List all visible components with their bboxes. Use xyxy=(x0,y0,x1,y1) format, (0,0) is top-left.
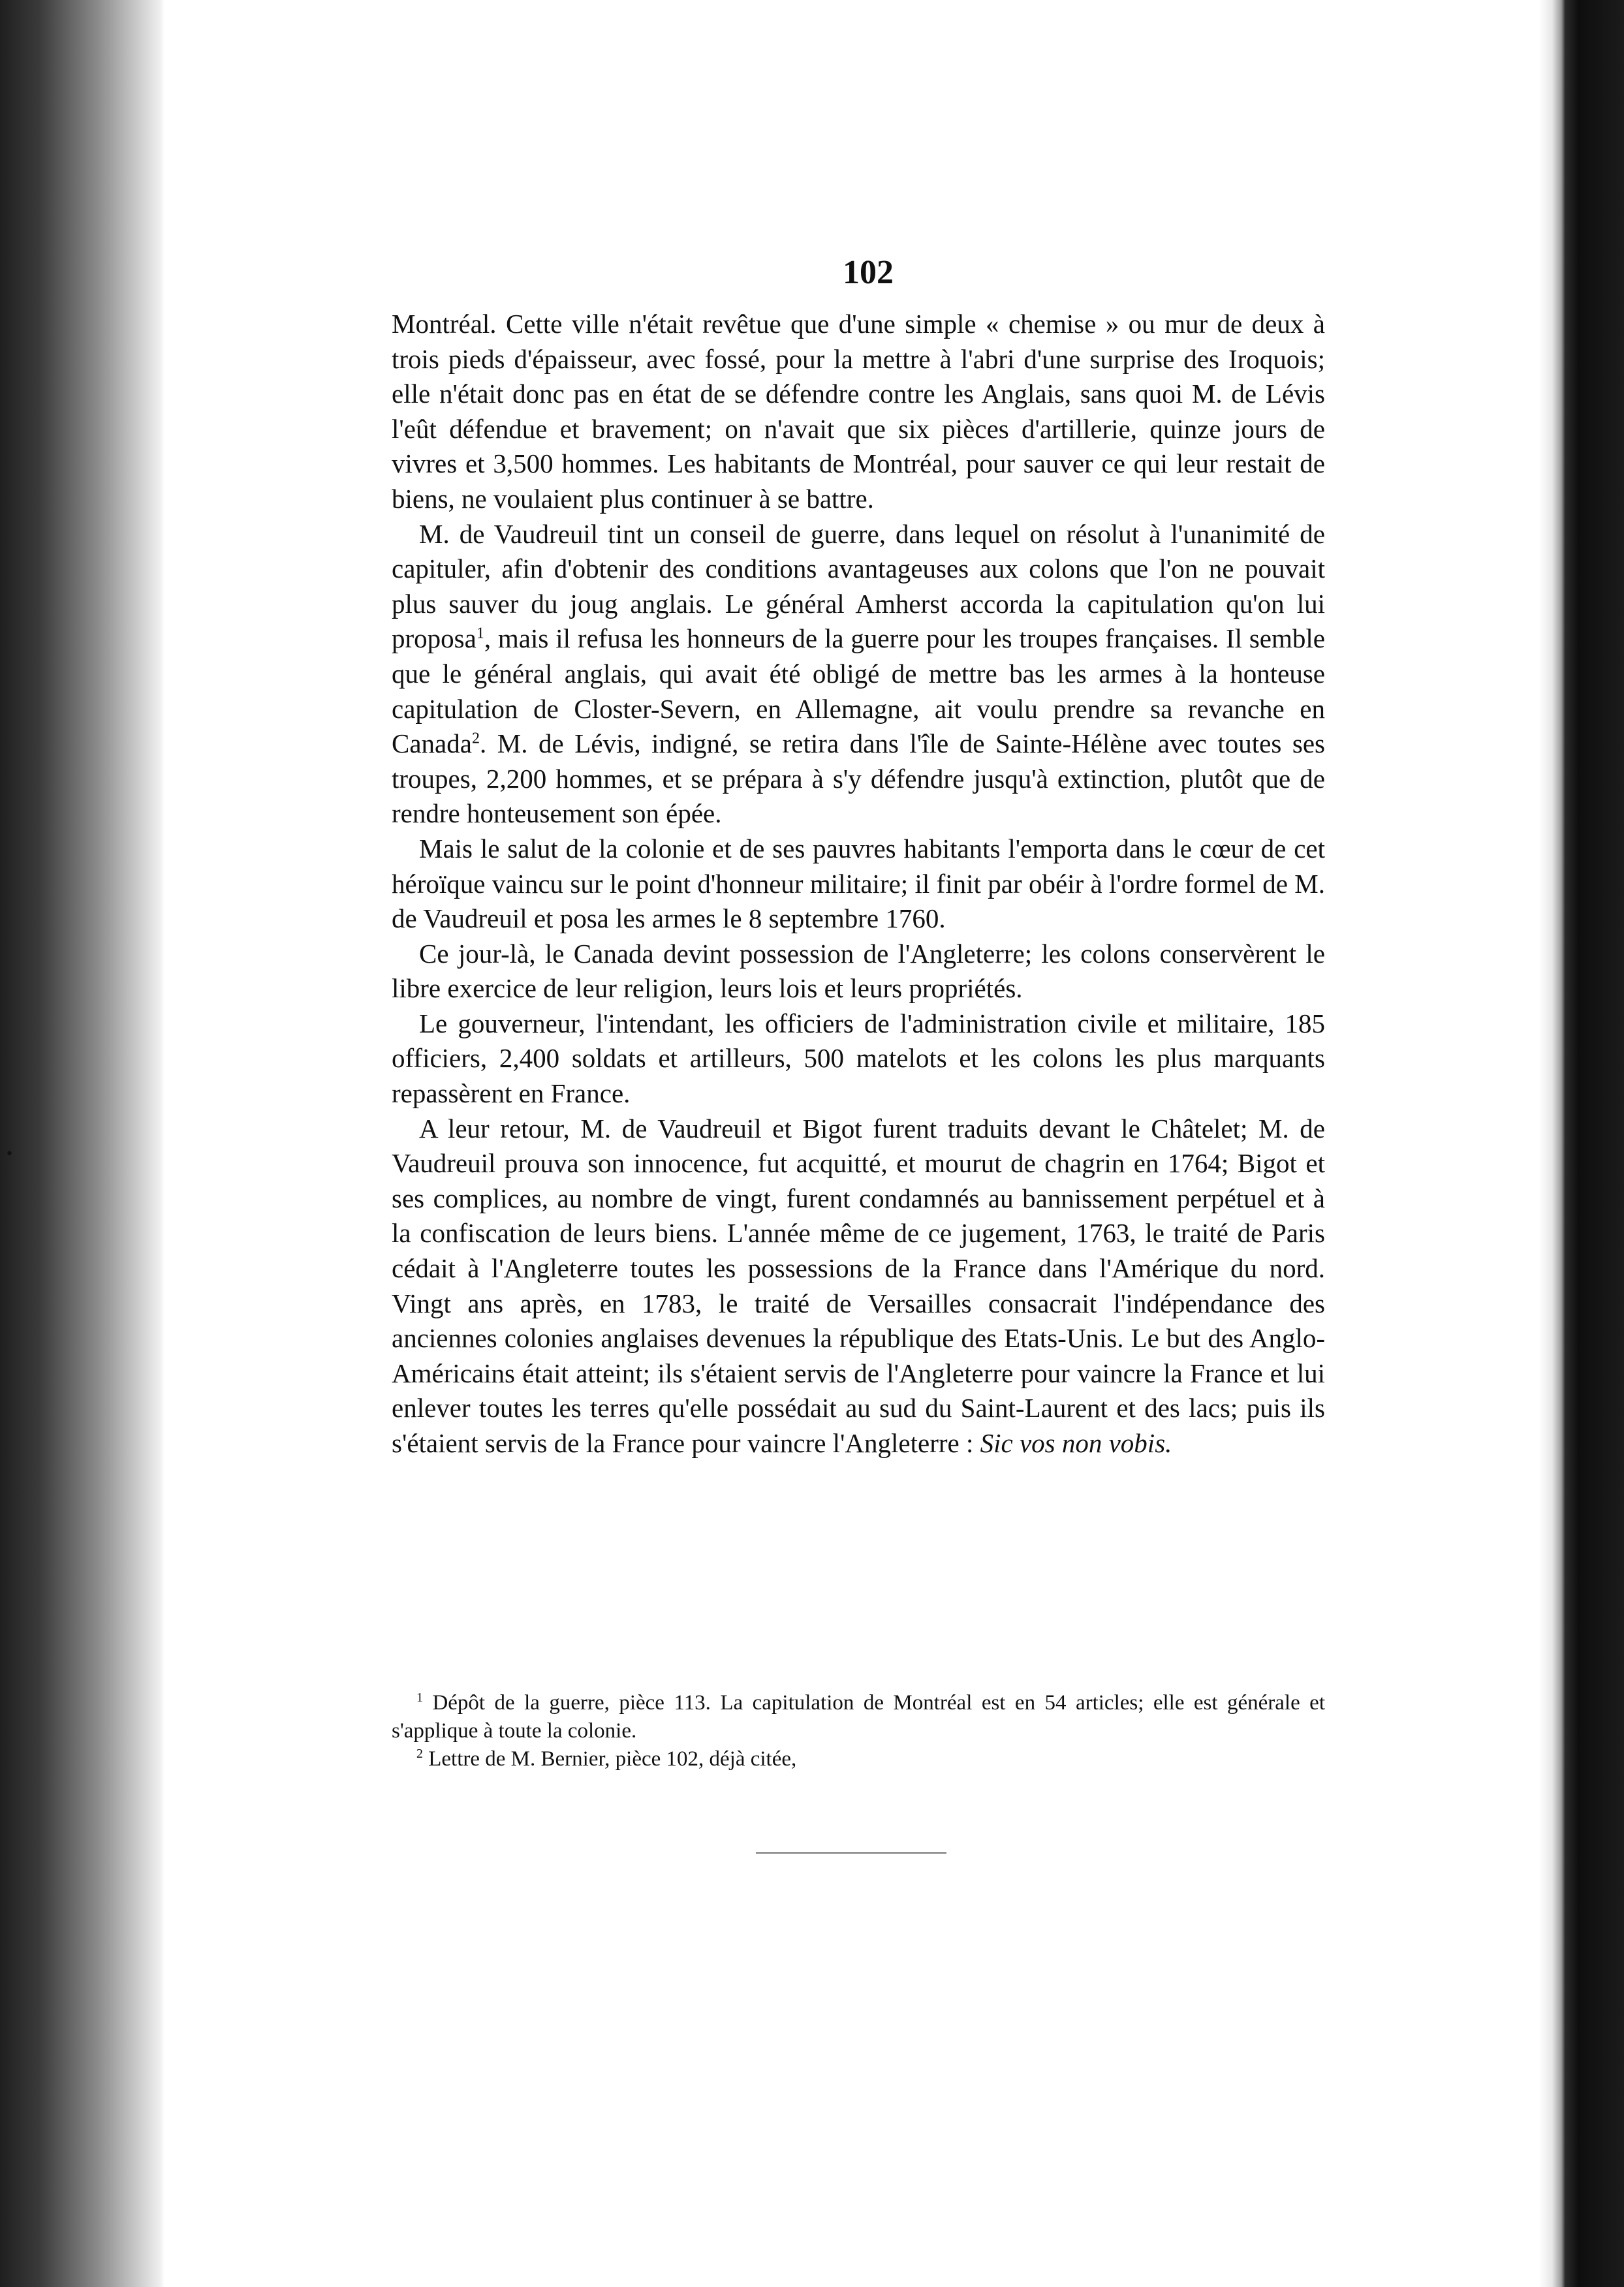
paragraph xyxy=(392,517,1325,832)
paragraph: Mais le salut de la colonie et de ses pauvres habitants l'emporta dans le cœur de cet héroïque vaincu sur le point d'honneur militaire; il finit par obéir à l'ordre formel de M. de Vaudreuil et posa les armes le 8 septembre 1760. xyxy=(392,833,1325,934)
paragraph-text: , mais il refusa les honneurs de la guerre pour les troupes françaises. Il semble que le général anglais, qui avait été obligé de mettre bas les armes à la honteuse capitulation de Closter-Severn, en Allemagne, ait voulu prendre sa revanche en Canada xyxy=(392,623,1325,759)
paragraph: Montréal. Cette ville n'était revêtue que d'une simple « chemise » ou mur de deux à trois pieds d'épaisseur, avec fossé, pour la mettre à l'abri d'une surprise des Iroquois; elle n'était donc pas en état de se défendre contre les Anglais, sans quoi M. de Lévis l'eût défendue et bravement; on n'avait que six pièces d'artillerie, quinze jours de vivres et 3,500 hommes. Les habitants de Montréal, pour sauver ce qui leur restait de biens, ne voulaient plus continuer à se battre. xyxy=(392,309,1325,514)
footnotes xyxy=(392,1689,1325,1773)
page-edge-mark: • xyxy=(5,1146,14,1162)
book-binding-left xyxy=(0,0,164,2287)
paragraph xyxy=(392,1112,1325,1461)
paragraph: Ce jour-là, le Canada devint possession de l'Angleterre; les colons conservèrent le libre exercice de leur religion, leurs lois et leurs propriétés. xyxy=(392,938,1325,1004)
footnote xyxy=(392,1689,1325,1745)
end-rule-divider xyxy=(756,1852,946,1854)
paragraph-text: M. de Vaudreuil tint un conseil de guerre, dans lequel on résolut à l'unanimité de capituler, afin d'obtenir des conditions avantageuses aux colons que l'on ne pouvait plus sauver du joug anglais. Le général Amherst accorda la capitulation qu'on lui proposa xyxy=(392,518,1325,654)
body-text xyxy=(392,307,1325,1461)
footnote-text: Dépôt de la guerre, pièce 113. La capitulation de Montréal est en 54 articles; elle est générale et s'applique à toute la colonie. xyxy=(392,1691,1325,1743)
footnote-marker: 2 xyxy=(416,1747,423,1761)
footnote-reference: 1 xyxy=(476,625,484,642)
footnote xyxy=(392,1745,1325,1773)
footnote-text: Lettre de M. Bernier, pièce 102, déjà citée, xyxy=(428,1747,797,1771)
footnote-reference: 2 xyxy=(471,730,480,747)
paragraph-text: . M. de Lévis, indigné, se retira dans l'île de Sainte-Hélène avec toutes ses troupes, 2,200 hommes, et se prépara à s'y défendre jusqu'à extinction, plutôt que de rendre honteusement son épée. xyxy=(392,728,1325,829)
paragraph-text: A leur retour, M. de Vaudreuil et Bigot furent traduits devant le Châtelet; M. de Vaudreuil prouva son innocence, fut acquitté, et mourut de chagrin en 1764; Bigot et ses complices, au nombre de vingt, furent condamnés au bannissement perpétuel et à la confiscation de leurs biens. L'année même de ce jugement, 1763, le traité de Paris cédait à l'Angleterre toutes les possessions de la France dans l'Amérique du nord. Vingt ans après, en 1783, le traité de Versailles consacrait l'indépendance des anciennes colonies anglaises devenues la république des Etats-Unis. Le but des Anglo-Américains était atteint; ils s'étaient servis de l'Angleterre pour vaincre la France et lui enlever toutes les terres qu'elle possédait au sud du Saint-Laurent et des lacs; puis ils s'étaient servis de la France pour vaincre l'Angleterre : xyxy=(392,1113,1325,1458)
latin-phrase: Sic vos non vobis. xyxy=(980,1428,1172,1458)
paragraph: Le gouverneur, l'intendant, les officiers de l'administration civile et militaire, 185 officiers, 2,400 soldats et artilleurs, 500 matelots et les colons les plus marquants repassèrent en France. xyxy=(392,1008,1325,1109)
page-number: 102 xyxy=(843,254,894,291)
book-binding-right xyxy=(1539,0,1624,2287)
footnote-marker: 1 xyxy=(416,1690,423,1705)
